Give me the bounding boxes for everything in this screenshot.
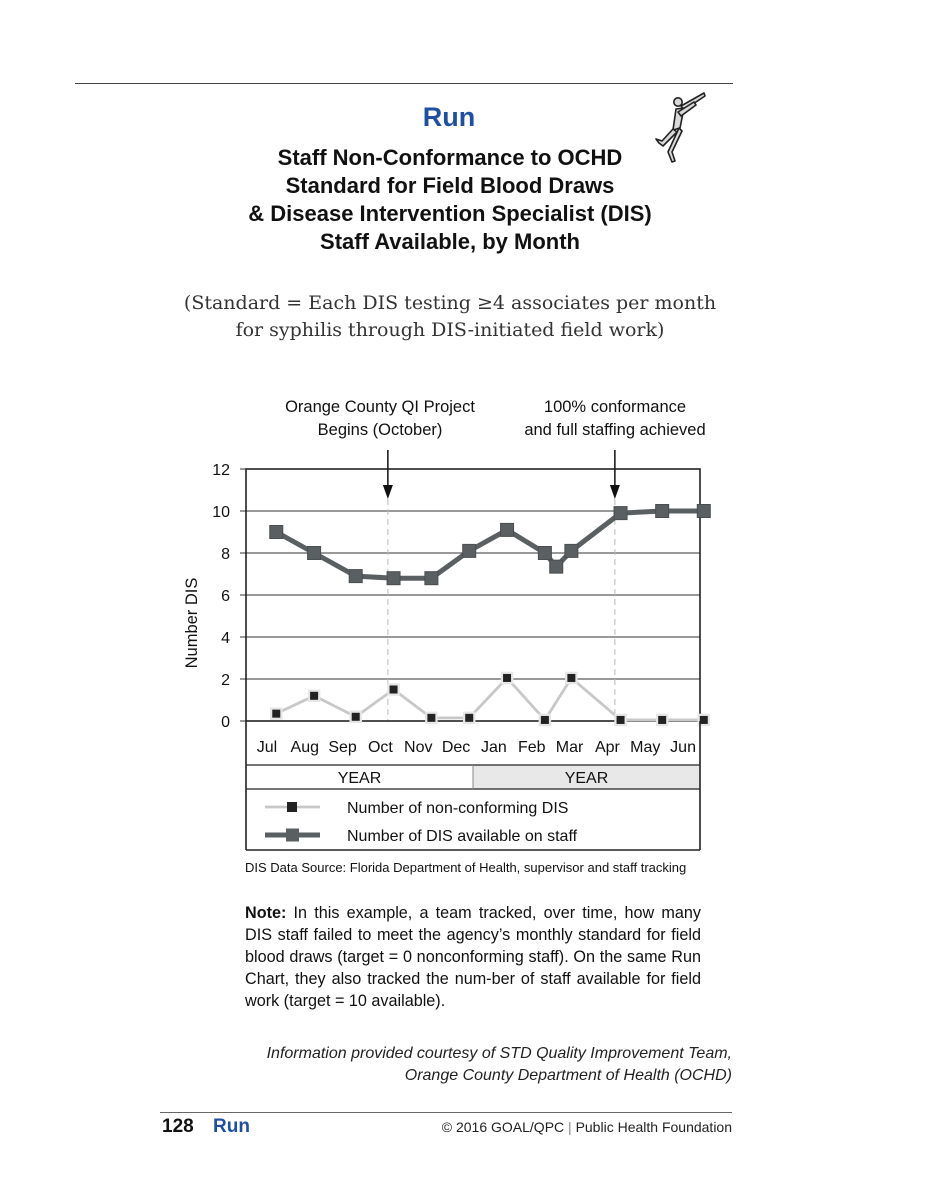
run-chart xyxy=(170,445,730,855)
credit xyxy=(150,1043,732,1087)
x-tick-label: Jan xyxy=(481,739,507,756)
x-tick-label: Jul xyxy=(256,739,278,756)
y-tick-label: 12 xyxy=(212,462,230,479)
chart-title-line: & Disease Intervention Specialist (DIS) xyxy=(248,201,652,226)
annotation-line: Orange County QI Project xyxy=(285,398,475,416)
data-point-staff xyxy=(270,526,283,539)
copyright-separator: | xyxy=(568,1119,572,1135)
page-section-title: Run xyxy=(213,1116,250,1137)
data-point-nonconforming xyxy=(541,716,549,724)
annotation-arrowhead xyxy=(383,485,393,499)
x-tick-label: Aug xyxy=(290,739,319,756)
page-number: 128 xyxy=(162,1116,194,1137)
data-point-staff xyxy=(550,560,563,573)
chart-title-line: Staff Non-Conformance to OCHD xyxy=(277,145,623,170)
data-point-nonconforming xyxy=(310,692,318,700)
x-tick-label: Oct xyxy=(367,739,393,756)
data-point-nonconforming xyxy=(567,674,575,682)
data-point-staff xyxy=(425,572,438,585)
copyright-text: © 2016 GOAL/QPC xyxy=(441,1119,565,1135)
y-tick-label: 8 xyxy=(221,546,230,563)
chart-title-line: Staff Available, by Month xyxy=(320,229,580,254)
data-point-nonconforming xyxy=(465,714,473,722)
note-paragraph xyxy=(245,902,701,1026)
y-tick-label: 2 xyxy=(221,672,230,689)
x-tick-label: Dec xyxy=(441,739,471,756)
legend-label: Number of non-conforming DIS xyxy=(347,800,569,817)
chart-title-line: Standard for Field Blood Draws xyxy=(285,173,615,198)
data-point-staff xyxy=(538,547,551,560)
note-label: Note: xyxy=(245,904,287,922)
data-point-nonconforming xyxy=(700,716,708,724)
data-point-nonconforming xyxy=(503,674,511,682)
data-point-nonconforming xyxy=(617,716,625,724)
x-tick-label: Jun xyxy=(670,739,696,756)
data-point-nonconforming xyxy=(352,713,360,721)
credit-line: Orange County Department of Health (OCHD) xyxy=(404,1067,732,1084)
top-rule xyxy=(75,83,733,84)
y-tick-label: 4 xyxy=(221,630,230,647)
standard-line: for syphilis through DIS-initiated field work) xyxy=(235,319,665,341)
x-tick-label: Feb xyxy=(517,739,546,756)
section-title: Run xyxy=(422,102,476,132)
data-point-nonconforming xyxy=(272,710,280,718)
data-point-staff xyxy=(308,547,321,560)
data-point-staff xyxy=(463,544,476,557)
legend-marker xyxy=(287,802,297,812)
y-tick-label: 6 xyxy=(221,588,230,605)
publisher-name: Public Health Foundation xyxy=(575,1119,732,1135)
x-group-label: YEAR xyxy=(564,770,609,787)
data-point-nonconforming xyxy=(390,686,398,694)
data-point-staff xyxy=(349,570,362,583)
chart-title xyxy=(100,144,800,256)
x-tick-label: Apr xyxy=(594,739,620,756)
note-text: In this example, a team tracked, over time, how many DIS staff failed to meet the agency’s monthly standard for field blood draws (target = 0 nonconforming staff). On the same Run Chart, they also tracked the num-ber of staff available for field work (target = 10 available). xyxy=(245,904,701,1010)
x-tick-label: Sep xyxy=(328,739,357,756)
standard-line: (Standard = Each DIS testing ≥4 associates per month xyxy=(183,292,717,314)
annotation-line: 100% conformance xyxy=(543,398,687,416)
data-point-staff xyxy=(501,523,514,536)
series-line-staff xyxy=(276,511,704,578)
data-point-staff xyxy=(614,507,627,520)
y-tick-label: 0 xyxy=(221,714,230,731)
y-axis-label: Number DIS xyxy=(183,577,201,669)
legend-label: Number of DIS available on staff xyxy=(347,828,578,845)
data-point-nonconforming xyxy=(427,714,435,722)
series-line-nonconforming xyxy=(276,678,704,720)
data-point-staff xyxy=(656,505,669,518)
data-point-staff xyxy=(565,544,578,557)
credit-line: Information provided courtesy of STD Quality Improvement Team, xyxy=(266,1045,732,1062)
annotation-line: Begins (October) xyxy=(317,421,443,439)
data-source: DIS Data Source: Florida Department of Health, supervisor and staff tracking xyxy=(245,860,687,875)
data-point-nonconforming xyxy=(658,716,666,724)
bottom-rule xyxy=(160,1112,732,1113)
annotation-arrowhead xyxy=(610,485,620,499)
annotation-conformance xyxy=(508,396,722,442)
y-tick-label: 10 xyxy=(212,504,230,521)
data-point-staff xyxy=(387,572,400,585)
x-tick-label: Mar xyxy=(555,739,584,756)
x-tick-label: May xyxy=(630,739,661,756)
x-tick-label: Nov xyxy=(404,739,433,756)
copyright xyxy=(400,1119,732,1135)
annotation-qi-project xyxy=(268,396,492,442)
x-group-label: YEAR xyxy=(337,770,382,787)
annotation-line: and full staffing achieved xyxy=(524,421,706,439)
data-point-staff xyxy=(697,505,710,518)
standard-definition xyxy=(100,290,800,344)
legend-marker xyxy=(286,829,299,842)
